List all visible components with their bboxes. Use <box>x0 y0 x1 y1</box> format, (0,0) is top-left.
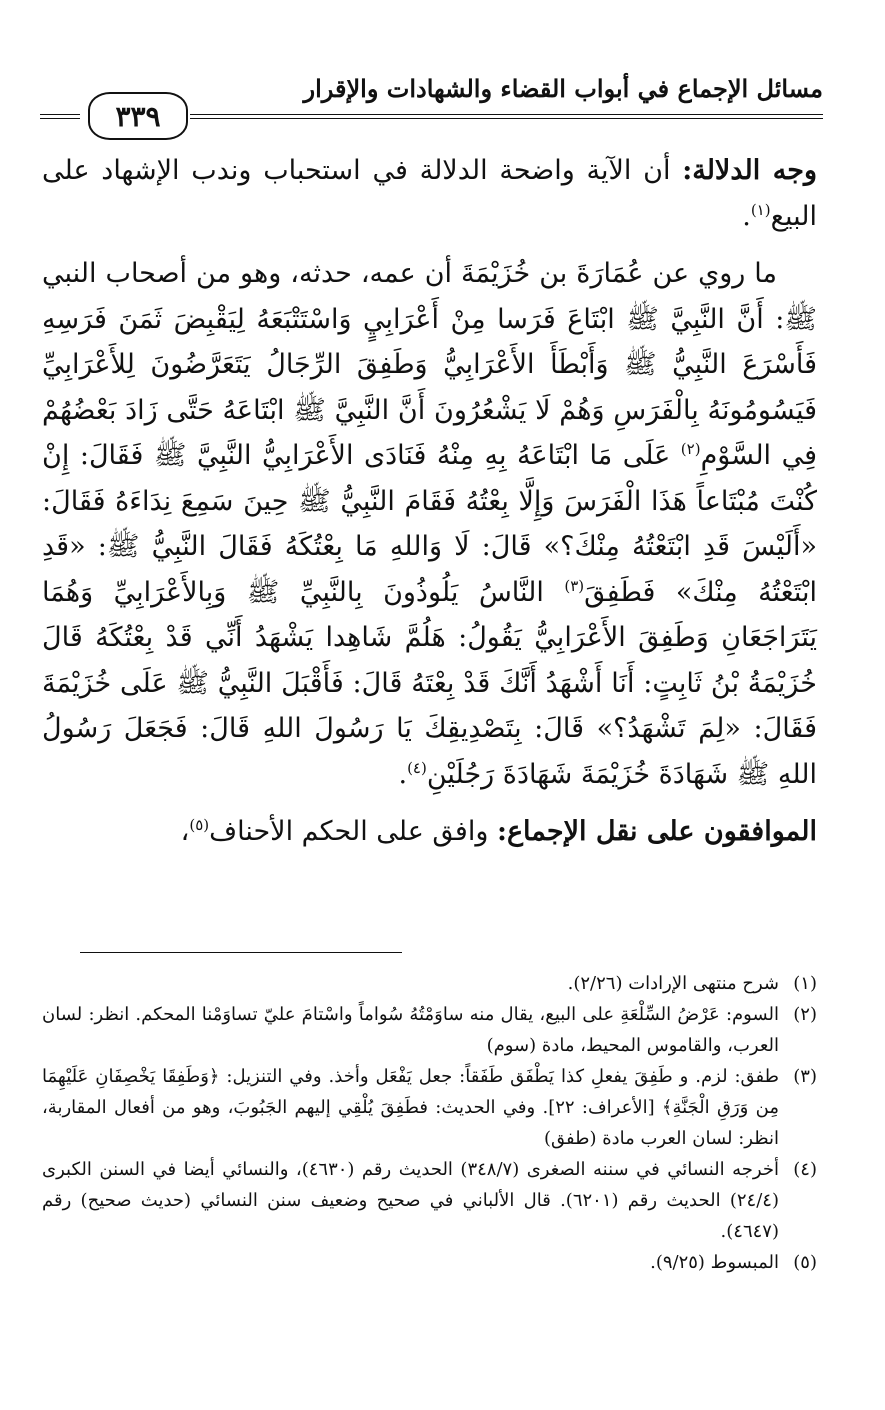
footnote-text: طفق: لزم. و طَفِقَ يفعلِ كذا يَطْفَق طَفَقاً: جعل يَفْعَل وأخذ. وفي التنزيل: ﴿وَطَفِقَا يَخْصِفَانِ عَلَيْهِمَا مِن وَرَقِ الْجَنَّةِ﴾ [الأعراف: ٢٢]. وفي الحديث: فطَفِقَ يُلْقِي إليهم الجَبُوبَ، وهو من أفعال المقاربة، انظر: لسان العرب مادة (طفق) <box>42 1066 779 1149</box>
header-rule <box>190 114 823 119</box>
footnote-number: (٤) <box>793 1159 817 1180</box>
footnote <box>42 968 817 999</box>
footnote-number: (١) <box>793 973 817 994</box>
paragraph-evidence: وجه الدلالة: أن الآية واضحة الدلالة في استحباب وندب الإشهاد على البيع$^{(١)}$. <box>42 155 817 232</box>
main-text <box>42 148 817 855</box>
footnote-number: (٣) <box>793 1066 817 1087</box>
consensus-text: وافق على الحكم الأحناف <box>209 816 489 847</box>
footnotes <box>42 968 817 1278</box>
footnote <box>42 1154 817 1247</box>
footnote-ref[interactable]: (٢) <box>680 440 701 458</box>
footnote-number: (٥) <box>793 1252 817 1273</box>
footnote <box>42 1247 817 1278</box>
footnote-number: (٢) <box>793 1004 817 1025</box>
hadith-text-part-1: ما روي عن عُمَارَةَ بن خُزَيْمَةَ أن عمه، حدثه، وهو من أصحاب النبي ﷺ: أَنَّ النَّبِيَّ ﷺ ابْتَاعَ فَرَسا مِنْ أَعْرَابِيٍ وَاسْتَتْبَعَهُ لِيَقْبِضَ ثَمَنَ فَرَسِهِ فَأَسْرَعَ النَّبِيُّ ﷺ وَأَبْطَأَ الأَعْرَابِيُّ وَطَفِقَ الرِّجَالُ يَتَعَرَّضُونَ لِلأَعْرَابِيِّ فَيَسُومُونَهُ بِالْفَرَسِ وَهُمْ لَا يَشْعُرُونَ أَنَّ النَّبِيَّ ﷺ ابْتَاعَهُ حَتَّى زَادَ بَعْضُهُمْ فِي السَّوْمِ <box>42 258 817 471</box>
footnote-ref[interactable]: (٣) <box>564 576 585 595</box>
footnote <box>42 1061 817 1154</box>
footnote-separator <box>80 952 402 953</box>
consensus-label: الموافقون على نقل الإجماع: <box>496 816 817 847</box>
header-rule-left <box>40 114 80 119</box>
footnote-text: السوم: عَرْضُ السِّلْعَةِ على البيع، يقال منه ساوَمْتُهُ سُواماً واسْتامَ عليّ تساوَمْنا المحكم. انظر: لسان العرب، والقاموس المحيط، مادة (سوم) <box>42 1004 779 1056</box>
footnote-text: أخرجه النسائي في سننه الصغرى (٣٤٨/٧) الحديث رقم (٤٦٣٠)، والنسائي أيضا في السنن الكبرى (٢٤/٤) الحديث رقم (٦٢٠١). قال الألباني في صحيح وضعيف سنن النسائي (حديث صحيح) رقم (٤٦٤٧). <box>42 1159 779 1242</box>
page-header <box>40 62 823 133</box>
page-number: ٣٣٩ <box>88 92 188 140</box>
footnote-text: شرح منتهى الإرادات (٢/٢٦). <box>567 973 779 994</box>
hadith-text-part-3: النَّاسُ يَلُوذُونَ بِالنَّبِيِّ ﷺ وَبِالأَعْرَابِيِّ وَهُمَا يَتَرَاجَعَانِ وَطَفِقَ الأَعْرَابِيُّ يَقُولُ: هَلُمَّ شَاهِدا يَشْهَدُ أَنِّي قَدْ بِعْتُكَهُ قَالَ خُزَيْمَةُ بْنُ ثَابِتٍ: أَنَا أَشْهَدُ أَنَّكَ قَدْ بِعْتَهُ قَالَ: فَأَقْبَلَ النَّبِيُّ ﷺ عَلَى خُزَيْمَةَ فَقَالَ: «لِمَ تَشْهَدُ؟» قَالَ: بِتَصْدِيقِكَ يَا رَسُولَ اللهِ قَالَ: فَجَعَلَ رَسُولُ اللهِ ﷺ شَهَادَةَ خُزَيْمَةَ شَهَادَةَ رَجُلَيْنِ <box>42 576 817 790</box>
running-title: مسائل الإجماع في أبواب القضاء والشهادات والإقرار <box>303 74 823 103</box>
hadith-text-part-2: عَلَى مَا ابْتَاعَهُ بِهِ مِنْهُ فَنَادَى الأَعْرَابِيُّ النَّبِيَّ ﷺ فَقَالَ: إِنْ كُنْتَ مُبْتَاعاً هَذَا الْفَرَسَ وَإِلَّا بِعْتُهُ فَقَامَ النَّبِيُّ ﷺ حِينَ سَمِعَ نِدَاءَهُ فَقَالَ: «أَلَيْسَ قَدِ ابْتَعْتُهُ مِنْكَ؟» قَالَ: لَا وَاللهِ مَا بِعْتُكَهُ فَقَالَ النَّبِيُّ ﷺ: «قَدِ ابْتَعْتُهُ مِنْكَ» فَطَفِقَ <box>42 440 817 608</box>
footnote-ref[interactable]: (١) <box>750 200 771 219</box>
evidence-text: أن الآية واضحة الدلالة في استحباب وندب الإشهاد على البيع <box>42 155 817 232</box>
footnote <box>42 999 817 1061</box>
paragraph-hadith: ما روي عن عُمَارَةَ بن خُزَيْمَةَ أن عمه، حدثه، وهو من أصحاب النبي ﷺ: أَنَّ النَّبِيَّ ﷺ ابْتَاعَ فَرَسا مِنْ أَعْرَابِيٍ وَاسْتَتْبَعَهُ لِيَقْبِضَ ثَمَنَ فَرَسِهِ فَأَسْرَعَ النَّبِيُّ ﷺ وَأَبْطَأَ الأَعْرَابِيُّ وَطَفِقَ الرِّجَالُ يَتَعَرَّضُونَ لِلأَعْرَابِيِّ فَيَسُومُونَهُ بِالْفَرَسِ وَهُمْ لَا يَشْعُرُونَ أَنَّ النَّبِيَّ ﷺ ابْتَاعَهُ حَتَّى زَادَ بَعْضُهُمْ فِي السَّوْمِ$^{(٢)}$ عَلَى مَا ابْتَاعَهُ بِهِ مِنْهُ فَنَادَى الأَعْرَابِيُّ النَّبِيَّ ﷺ فَقَالَ: إِنْ كُنْتَ مُبْتَاعاً هَذَا الْفَرَسَ وَإِلَّا بِعْتُهُ فَقَامَ النَّبِيُّ ﷺ حِينَ سَمِعَ نِدَاءَهُ فَقَالَ: «أَلَيْسَ قَدِ ابْتَعْتُهُ مِنْكَ؟» قَالَ: لَا وَاللهِ مَا بِعْتُكَهُ فَقَالَ النَّبِيُّ ﷺ: «قَدِ ابْتَعْتُهُ مِنْكَ» فَطَفِقَ$^{(٣)}$ النَّاسُ يَلُوذُونَ بِالنَّبِيِّ ﷺ وَبِالأَعْرَابِيِّ وَهُمَا يَتَرَاجَعَانِ وَطَفِقَ الأَعْرَابِيُّ يَقُولُ: هَلُمَّ شَاهِدا يَشْهَدُ أَنِّي قَدْ بِعْتُكَهُ قَالَ خُزَيْمَةُ بْنُ ثَابِتٍ: أَنَا أَشْهَدُ أَنَّكَ قَدْ بِعْتَهُ قَالَ: فَأَقْبَلَ النَّبِيُّ ﷺ عَلَى خُزَيْمَةَ فَقَالَ: «لِمَ تَشْهَدُ؟» قَالَ: بِتَصْدِيقِكَ يَا رَسُولَ اللهِ قَالَ: فَجَعَلَ رَسُولُ اللهِ ﷺ شَهَادَةَ خُزَيْمَةَ شَهَادَةَ رَجُلَيْنِ$^{(٤)}$. <box>42 258 817 790</box>
evidence-label: وجه الدلالة: <box>682 155 817 186</box>
footnote-ref[interactable]: (٥) <box>189 816 210 834</box>
footnote-text: المبسوط (٩/٢٥). <box>650 1252 779 1273</box>
paragraph-consensus: الموافقون على نقل الإجماع: وافق على الحكم الأحناف$^{(٥)}$، <box>180 816 817 847</box>
footnote-ref[interactable]: (٤) <box>407 758 427 777</box>
